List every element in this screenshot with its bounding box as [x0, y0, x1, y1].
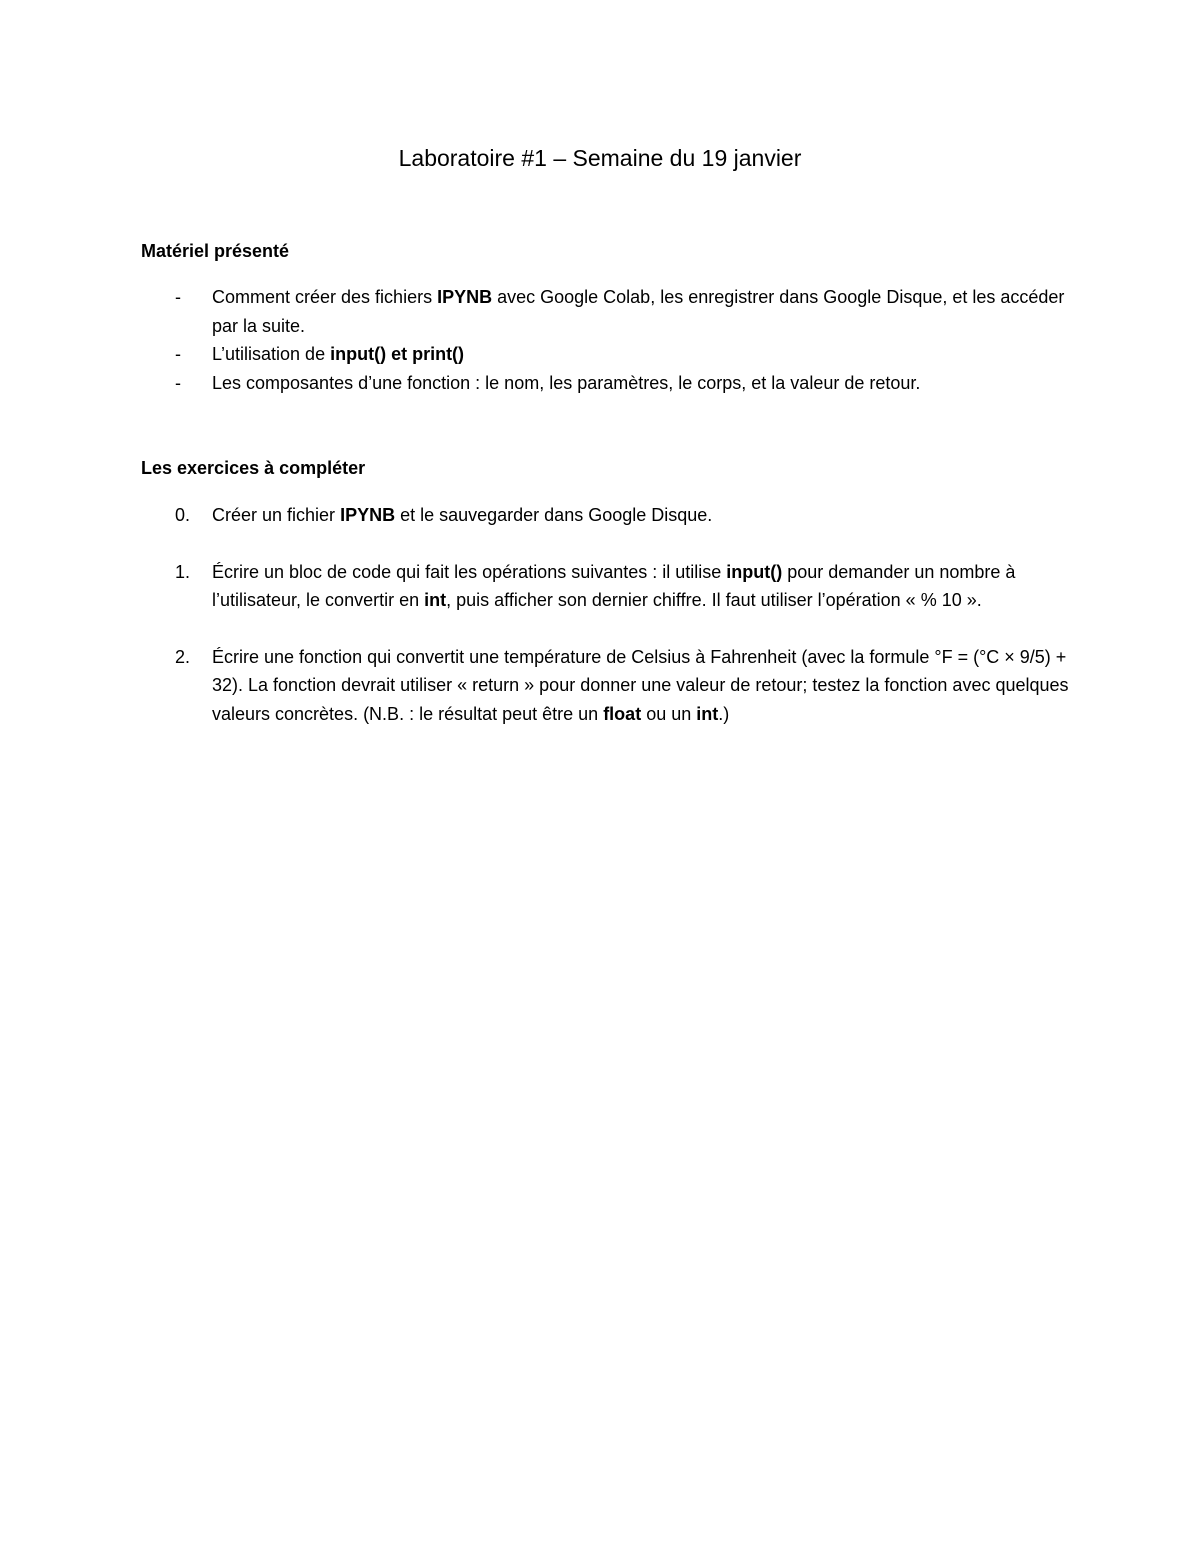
page-title: Laboratoire #1 – Semaine du 19 janvier	[398, 145, 802, 171]
exercise-bold-text: input()	[726, 561, 783, 582]
exercise-bold-text: int	[424, 590, 447, 610]
item-text: Comment créer des fichiers	[212, 287, 438, 307]
exercise-text: Écrire un bloc de code qui fait les opérations suivantes : il utilise	[212, 561, 727, 582]
item-text: L’utilisation de	[212, 344, 331, 364]
exercise-item-2	[141, 643, 1071, 729]
exercise-bold-text: IPYNB	[340, 505, 396, 525]
exercise-item-1	[141, 558, 1071, 615]
item-bold-text: input() et print()	[330, 344, 465, 364]
item-bold-text: IPYNB	[437, 287, 493, 307]
exercise-bold-text: float	[603, 703, 642, 724]
section-heading-materiel: Matériel présenté	[141, 241, 290, 261]
exercise-number: 2.	[175, 646, 191, 667]
exercise-list	[141, 501, 1071, 728]
section-heading-exercices: Les exercices à compléter	[141, 458, 366, 478]
bullet-marker: -	[175, 372, 181, 393]
exercise-item-0	[141, 501, 1071, 530]
exercise-text: pour demander un nombre à l’utilisateur, le convertir en	[212, 561, 1016, 610]
exercise-text: , puis afficher son dernier chiffre. Il faut utiliser l’opération « % 10 ».	[446, 590, 982, 610]
exercise-bold-text: int	[696, 703, 719, 724]
bullet-marker: -	[175, 344, 181, 364]
exercise-text: .)	[718, 703, 730, 724]
list-item	[141, 340, 1071, 369]
item-text: avec Google Colab, les enregistrer dans Google Disque, et les accéder par la suite.	[212, 287, 1065, 336]
list-item	[141, 369, 1071, 398]
exercise-text: ou un	[641, 703, 697, 724]
exercise-text: Créer un fichier	[212, 505, 341, 525]
materiel-list	[141, 283, 1071, 397]
bullet-marker: -	[175, 287, 181, 307]
exercise-text: et le sauvegarder dans Google Disque.	[395, 505, 713, 525]
exercise-number: 0.	[175, 505, 191, 525]
exercise-number: 1.	[175, 561, 191, 582]
list-item	[141, 283, 1071, 340]
item-text: Les composantes d’une fonction : le nom, les paramètres, le corps, et la valeur de retour.	[212, 372, 921, 393]
exercise-text: Écrire une fonction qui convertit une température de Celsius à Fahrenheit (avec la formule °F = (°C × 9/5) + 32). La fonction devrait utiliser « return » pour donner une valeur de retour; testez la fonction avec quelques valeurs concrètes. (N.B. : le résultat peut être un	[212, 646, 1069, 724]
